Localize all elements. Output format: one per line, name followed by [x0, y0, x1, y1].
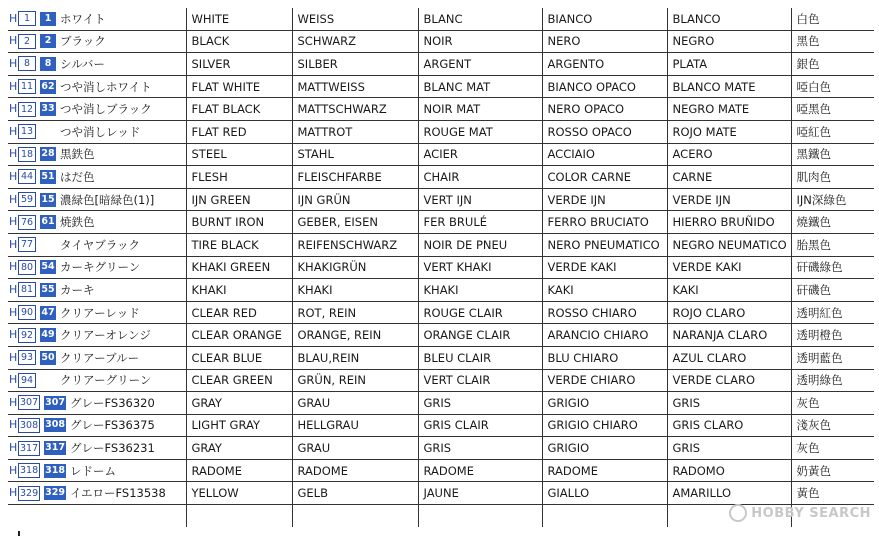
japanese-name: 濃緑色[暗緑色(1)]: [60, 192, 155, 207]
color-name-it: GRIGIO: [542, 437, 667, 460]
h-prefix: H: [9, 169, 18, 183]
paint-code-cell: [8, 188, 186, 211]
mr-color-code: 76: [18, 215, 36, 230]
paint-code-cell: [8, 346, 186, 369]
color-name-it: BLU CHIARO: [542, 346, 667, 369]
mr-color-code: 12: [18, 102, 36, 117]
color-name-cn: 灰色: [791, 392, 874, 415]
mr-color-code: 2: [18, 34, 36, 49]
color-name-fr: ACIER: [418, 143, 542, 166]
color-name-es: KAKI: [667, 279, 791, 302]
color-name-es: BLANCO MATE: [667, 75, 791, 98]
color-name-cn: 透明橙色: [791, 324, 874, 347]
aqueous-color-code: 317: [45, 442, 65, 454]
color-name-it: GIALLO: [542, 482, 667, 505]
color-name-cn: 白色: [791, 8, 874, 30]
h-prefix: H: [9, 102, 18, 116]
color-name-it: BIANCO: [542, 8, 667, 30]
color-name-es: NARANJA CLARO: [667, 324, 791, 347]
h-prefix: H: [9, 124, 18, 138]
mr-color-code: 8: [18, 56, 36, 71]
paint-code-cell: [8, 279, 186, 302]
table-row: [8, 369, 874, 392]
h-prefix: H: [9, 305, 18, 319]
table-row: [8, 482, 874, 505]
color-name-de: STAHL: [292, 143, 418, 166]
watermark: [729, 504, 871, 522]
color-name-de: REIFENSCHWARZ: [292, 233, 418, 256]
paint-code-cell: [8, 75, 186, 98]
color-name-cn: 黃色: [791, 482, 874, 505]
aqueous-color-code: 2: [40, 34, 56, 48]
h-prefix: H: [9, 79, 18, 93]
paint-code-cell: [8, 98, 186, 121]
color-name-de: GRAU: [292, 437, 418, 460]
color-name-de: SILBER: [292, 53, 418, 76]
paint-table-body: [8, 8, 874, 527]
mr-color-code: 81: [18, 282, 36, 297]
h-prefix: H: [9, 237, 18, 251]
color-name-it: COLOR CARNE: [542, 166, 667, 189]
aqueous-color-code: 15: [41, 193, 55, 205]
color-name-en: SILVER: [186, 53, 292, 76]
color-name-en: GRAY: [186, 437, 292, 460]
japanese-name: つや消しブラック: [60, 102, 152, 117]
h-prefix: H: [9, 11, 18, 25]
h-prefix: H: [9, 215, 18, 229]
color-name-it: ARGENTO: [542, 53, 667, 76]
aqueous-color-code: [40, 238, 56, 252]
color-name-es: ROJO CLARO: [667, 301, 791, 324]
color-name-de: IJN GRÜN: [292, 188, 418, 211]
color-name-fr: BLEU CLAIR: [418, 346, 542, 369]
color-name-es: GRIS: [667, 437, 791, 460]
aqueous-color-code: 51: [41, 170, 55, 182]
color-name-it: NERO PNEUMATICO: [542, 233, 667, 256]
color-name-cn: 啞白色: [791, 75, 874, 98]
aqueous-color-code: 307: [45, 396, 65, 408]
japanese-name: クリアーレッド: [60, 305, 140, 320]
japanese-name: クリアーオレンジ: [60, 328, 151, 343]
paint-table-wrapper: [8, 8, 874, 527]
color-name-es: NEGRO NEUMATICO: [667, 233, 791, 256]
japanese-name: シルバー: [60, 56, 105, 71]
color-name-it: GRIGIO: [542, 392, 667, 415]
color-name-cn: 透明藍色: [791, 346, 874, 369]
color-name-en: IJN GREEN: [186, 188, 292, 211]
paint-code-cell: [8, 120, 186, 143]
table-row: [8, 301, 874, 324]
table-row: [8, 188, 874, 211]
color-name-fr: CHAIR: [418, 166, 542, 189]
color-name-cn: 胎黑色: [791, 233, 874, 256]
color-name-it: FERRO BRUCIATO: [542, 211, 667, 234]
color-name-cn: 燒鐵色: [791, 211, 874, 234]
mr-color-code: 93: [18, 350, 36, 365]
h-prefix: H: [9, 192, 18, 206]
color-name-en: FLAT WHITE: [186, 75, 292, 98]
color-name-cn: 肌肉色: [791, 166, 874, 189]
aqueous-color-code: 49: [41, 329, 55, 341]
color-name-fr: KHAKI: [418, 279, 542, 302]
paint-code-cell: [8, 437, 186, 460]
color-name-en: KHAKI: [186, 279, 292, 302]
color-name-de: RADOME: [292, 459, 418, 482]
color-name-de: GELB: [292, 482, 418, 505]
color-name-cn: 啞黑色: [791, 98, 874, 121]
color-name-en: GRAY: [186, 392, 292, 415]
color-name-en: BLACK: [186, 30, 292, 53]
japanese-name: 黒鉄色: [60, 147, 95, 162]
color-name-en: CLEAR RED: [186, 301, 292, 324]
color-name-de: KHAKI: [292, 279, 418, 302]
hobby-search-logo-icon: [729, 504, 747, 522]
color-name-cn: 銀色: [791, 53, 874, 76]
mr-color-code: 317: [20, 442, 39, 454]
paint-code-cell: [8, 30, 186, 53]
color-name-en: CLEAR GREEN: [186, 369, 292, 392]
mr-color-code: 308: [20, 419, 39, 431]
mr-color-code: 77: [18, 237, 36, 252]
h-prefix: H: [9, 56, 18, 70]
color-name-it: KAKI: [542, 279, 667, 302]
color-name-es: RADOMO: [667, 459, 791, 482]
mr-color-code: 1: [18, 11, 36, 26]
japanese-name: はだ色: [60, 169, 95, 184]
color-name-es: GRIS: [667, 392, 791, 415]
color-name-es: NEGRO: [667, 30, 791, 53]
color-name-de: MATTROT: [292, 120, 418, 143]
japanese-name: レドーム: [69, 463, 116, 478]
color-name-es: PLATA: [667, 53, 791, 76]
color-name-it: ROSSO OPACO: [542, 120, 667, 143]
mr-color-code: 318: [20, 465, 39, 477]
table-row: [8, 120, 874, 143]
color-name-de: SCHWARZ: [292, 30, 418, 53]
color-name-fr: BLANC MAT: [418, 75, 542, 98]
table-row: [8, 256, 874, 279]
japanese-name: グレーFS36231: [69, 441, 155, 456]
color-name-it: RADOME: [542, 459, 667, 482]
color-name-fr: GRIS: [418, 392, 542, 415]
japanese-name: つや消しレッド: [60, 124, 141, 139]
color-name-fr: VERT KHAKI: [418, 256, 542, 279]
color-name-de: [292, 505, 418, 527]
color-name-it: ACCIAIO: [542, 143, 667, 166]
color-name-fr: ORANGE CLAIR: [418, 324, 542, 347]
color-name-de: MATTSCHWARZ: [292, 98, 418, 121]
paint-code-cell: [8, 301, 186, 324]
color-name-fr: FER BRULÉ: [418, 211, 542, 234]
color-name-it: VERDE KAKI: [542, 256, 667, 279]
table-row: [8, 437, 874, 460]
color-name-it: ARANCIO CHIARO: [542, 324, 667, 347]
color-name-de: HELLGRAU: [292, 414, 418, 437]
table-row: [8, 346, 874, 369]
color-name-it: NERO OPACO: [542, 98, 667, 121]
color-name-es: AMARILLO: [667, 482, 791, 505]
mr-color-code: 80: [18, 260, 36, 275]
color-name-en: STEEL: [186, 143, 292, 166]
color-name-de: WEISS: [292, 8, 418, 30]
color-name-es: AZUL CLARO: [667, 346, 791, 369]
color-name-es: GRIS CLARO: [667, 414, 791, 437]
color-name-es: VERDE IJN: [667, 188, 791, 211]
h-prefix: H: [9, 395, 18, 409]
paint-code-cell: [8, 233, 186, 256]
paint-code-cell: [8, 143, 186, 166]
aqueous-color-code: 1: [40, 12, 56, 26]
color-name-fr: GRIS CLAIR: [418, 414, 542, 437]
color-name-de: ROT, REIN: [292, 301, 418, 324]
mr-color-code: 13: [18, 124, 36, 139]
color-name-es: ACERO: [667, 143, 791, 166]
mr-color-code: 11: [18, 79, 36, 94]
color-name-en: BURNT IRON: [186, 211, 292, 234]
japanese-name: カーキ: [60, 282, 95, 297]
color-name-en: WHITE: [186, 8, 292, 30]
color-name-cn: 奶黃色: [791, 459, 874, 482]
table-row: [8, 8, 874, 30]
japanese-name: タイヤブラック: [60, 237, 141, 252]
paint-code-cell: [8, 392, 186, 415]
aqueous-color-code: 54: [41, 261, 55, 273]
color-name-en: KHAKI GREEN: [186, 256, 292, 279]
color-name-fr: BLANC: [418, 8, 542, 30]
h-prefix: H: [9, 147, 18, 161]
color-name-en: TIRE BLACK: [186, 233, 292, 256]
japanese-name: 焼鉄色: [60, 215, 95, 230]
color-name-cn: 黑鐵色: [791, 143, 874, 166]
color-name-cn: 黑色: [791, 30, 874, 53]
japanese-name: カーキグリーン: [60, 260, 141, 275]
paint-code-cell: [8, 256, 186, 279]
paint-color-table: [8, 8, 874, 527]
color-name-de: BLAU,REIN: [292, 346, 418, 369]
japanese-name: ホワイト: [60, 11, 106, 26]
paint-code-cell: [8, 53, 186, 76]
color-name-de: GRAU: [292, 392, 418, 415]
color-name-it: VERDE IJN: [542, 188, 667, 211]
color-name-cn: 灰色: [791, 437, 874, 460]
aqueous-color-code: 50: [41, 351, 55, 363]
h-prefix: H: [9, 34, 18, 48]
color-name-fr: NOIR: [418, 30, 542, 53]
color-name-fr: VERT IJN: [418, 188, 542, 211]
aqueous-color-code: 8: [40, 57, 56, 71]
page-edge-mark: [18, 531, 20, 536]
color-name-fr: ROUGE MAT: [418, 120, 542, 143]
table-row: [8, 459, 874, 482]
table-row: [8, 75, 874, 98]
color-name-fr: [418, 505, 542, 527]
color-name-es: VERDE KAKI: [667, 256, 791, 279]
table-row: [8, 233, 874, 256]
aqueous-color-code: 62: [41, 80, 55, 92]
japanese-name: グレーFS36375: [69, 418, 155, 433]
table-row: [8, 98, 874, 121]
color-name-fr: NOIR DE PNEU: [418, 233, 542, 256]
color-name-fr: ROUGE CLAIR: [418, 301, 542, 324]
color-name-en: FLAT BLACK: [186, 98, 292, 121]
mr-color-code: 44: [18, 169, 36, 184]
h-prefix: H: [9, 260, 18, 274]
h-prefix: H: [9, 328, 18, 342]
color-name-fr: RADOME: [418, 459, 542, 482]
mr-color-code: 329: [20, 487, 39, 499]
watermark-text: HOBBY SEARCH: [751, 505, 871, 521]
color-name-en: CLEAR ORANGE: [186, 324, 292, 347]
aqueous-color-code: 61: [41, 216, 55, 228]
h-prefix: H: [9, 350, 18, 364]
paint-code-cell: [8, 369, 186, 392]
color-name-en: YELLOW: [186, 482, 292, 505]
aqueous-color-code: 318: [45, 464, 65, 476]
aqueous-color-code: 28: [41, 148, 55, 160]
japanese-name: クリアーブルー: [60, 350, 140, 365]
color-name-cn: 透明紅色: [791, 301, 874, 324]
color-name-de: ORANGE, REIN: [292, 324, 418, 347]
color-name-cn: 啞紅色: [791, 120, 874, 143]
aqueous-color-code: 329: [45, 487, 65, 499]
table-row: [8, 30, 874, 53]
color-name-en: [186, 505, 292, 527]
color-name-fr: ARGENT: [418, 53, 542, 76]
color-name-en: CLEAR BLUE: [186, 346, 292, 369]
table-row: [8, 143, 874, 166]
mr-color-code: 18: [18, 147, 36, 162]
table-row: [8, 324, 874, 347]
paint-code-cell: [8, 459, 186, 482]
color-name-de: GRÜN, REIN: [292, 369, 418, 392]
color-name-es: HIERRO BRUÑIDO: [667, 211, 791, 234]
h-prefix: H: [9, 282, 18, 296]
mr-color-code: 307: [20, 397, 39, 409]
japanese-name: ブラック: [60, 34, 106, 49]
color-name-de: MATTWEISS: [292, 75, 418, 98]
paint-code-cell: [8, 8, 186, 30]
color-name-de: KHAKIGRÜN: [292, 256, 418, 279]
color-name-it: VERDE CHIARO: [542, 369, 667, 392]
paint-code-cell: [8, 482, 186, 505]
color-name-it: ROSSO CHIARO: [542, 301, 667, 324]
color-name-es: VERDE CLARO: [667, 369, 791, 392]
color-name-es: BLANCO: [667, 8, 791, 30]
color-name-es: ROJO MATE: [667, 120, 791, 143]
japanese-name: クリアーグリーン: [60, 373, 152, 388]
mr-color-code: 94: [18, 373, 36, 388]
color-name-es: CARNE: [667, 166, 791, 189]
color-name-cn: 淺灰色: [791, 414, 874, 437]
table-row: [8, 279, 874, 302]
color-name-en: LIGHT GRAY: [186, 414, 292, 437]
aqueous-color-code: 55: [41, 283, 55, 295]
color-name-it: NERO: [542, 30, 667, 53]
color-name-de: GEBER, EISEN: [292, 211, 418, 234]
aqueous-color-code: 47: [41, 306, 55, 318]
color-name-en: FLAT RED: [186, 120, 292, 143]
color-name-cn: 透明綠色: [791, 369, 874, 392]
mr-color-code: 90: [18, 305, 36, 320]
table-row: [8, 53, 874, 76]
color-name-fr: VERT CLAIR: [418, 369, 542, 392]
color-name-cn: 矸磯綠色: [791, 256, 874, 279]
color-name-fr: JAUNE: [418, 482, 542, 505]
color-name-es: NEGRO MATE: [667, 98, 791, 121]
color-name-it: [542, 505, 667, 527]
color-name-fr: GRIS: [418, 437, 542, 460]
color-name-cn: IJN深綠色: [791, 188, 874, 211]
aqueous-color-code: [40, 373, 56, 387]
color-name-fr: NOIR MAT: [418, 98, 542, 121]
color-name-cn: 矸磯色: [791, 279, 874, 302]
h-prefix: H: [9, 486, 18, 500]
color-name-it: BIANCO OPACO: [542, 75, 667, 98]
japanese-name: イエローFS13538: [69, 486, 166, 501]
color-name-it: GRIGIO CHIARO: [542, 414, 667, 437]
paint-code-cell: [8, 324, 186, 347]
japanese-name: グレーFS36320: [69, 395, 155, 410]
h-prefix: H: [9, 441, 18, 455]
table-row: [8, 392, 874, 415]
mr-color-code: 59: [18, 192, 36, 207]
mr-color-code: 92: [18, 328, 36, 343]
table-row: [8, 211, 874, 234]
aqueous-color-code: [40, 125, 56, 139]
japanese-name: つや消しホワイト: [60, 79, 152, 94]
color-name-de: FLEISCHFARBE: [292, 166, 418, 189]
h-prefix: H: [9, 373, 18, 387]
paint-code-cell: [8, 505, 186, 527]
h-prefix: H: [9, 418, 18, 432]
table-row: [8, 414, 874, 437]
paint-code-cell: [8, 414, 186, 437]
color-name-en: FLESH: [186, 166, 292, 189]
table-row: [8, 166, 874, 189]
color-name-en: RADOME: [186, 459, 292, 482]
paint-code-cell: [8, 166, 186, 189]
h-prefix: H: [9, 463, 18, 477]
paint-code-cell: [8, 211, 186, 234]
aqueous-color-code: 33: [41, 103, 55, 115]
aqueous-color-code: 308: [45, 419, 65, 431]
